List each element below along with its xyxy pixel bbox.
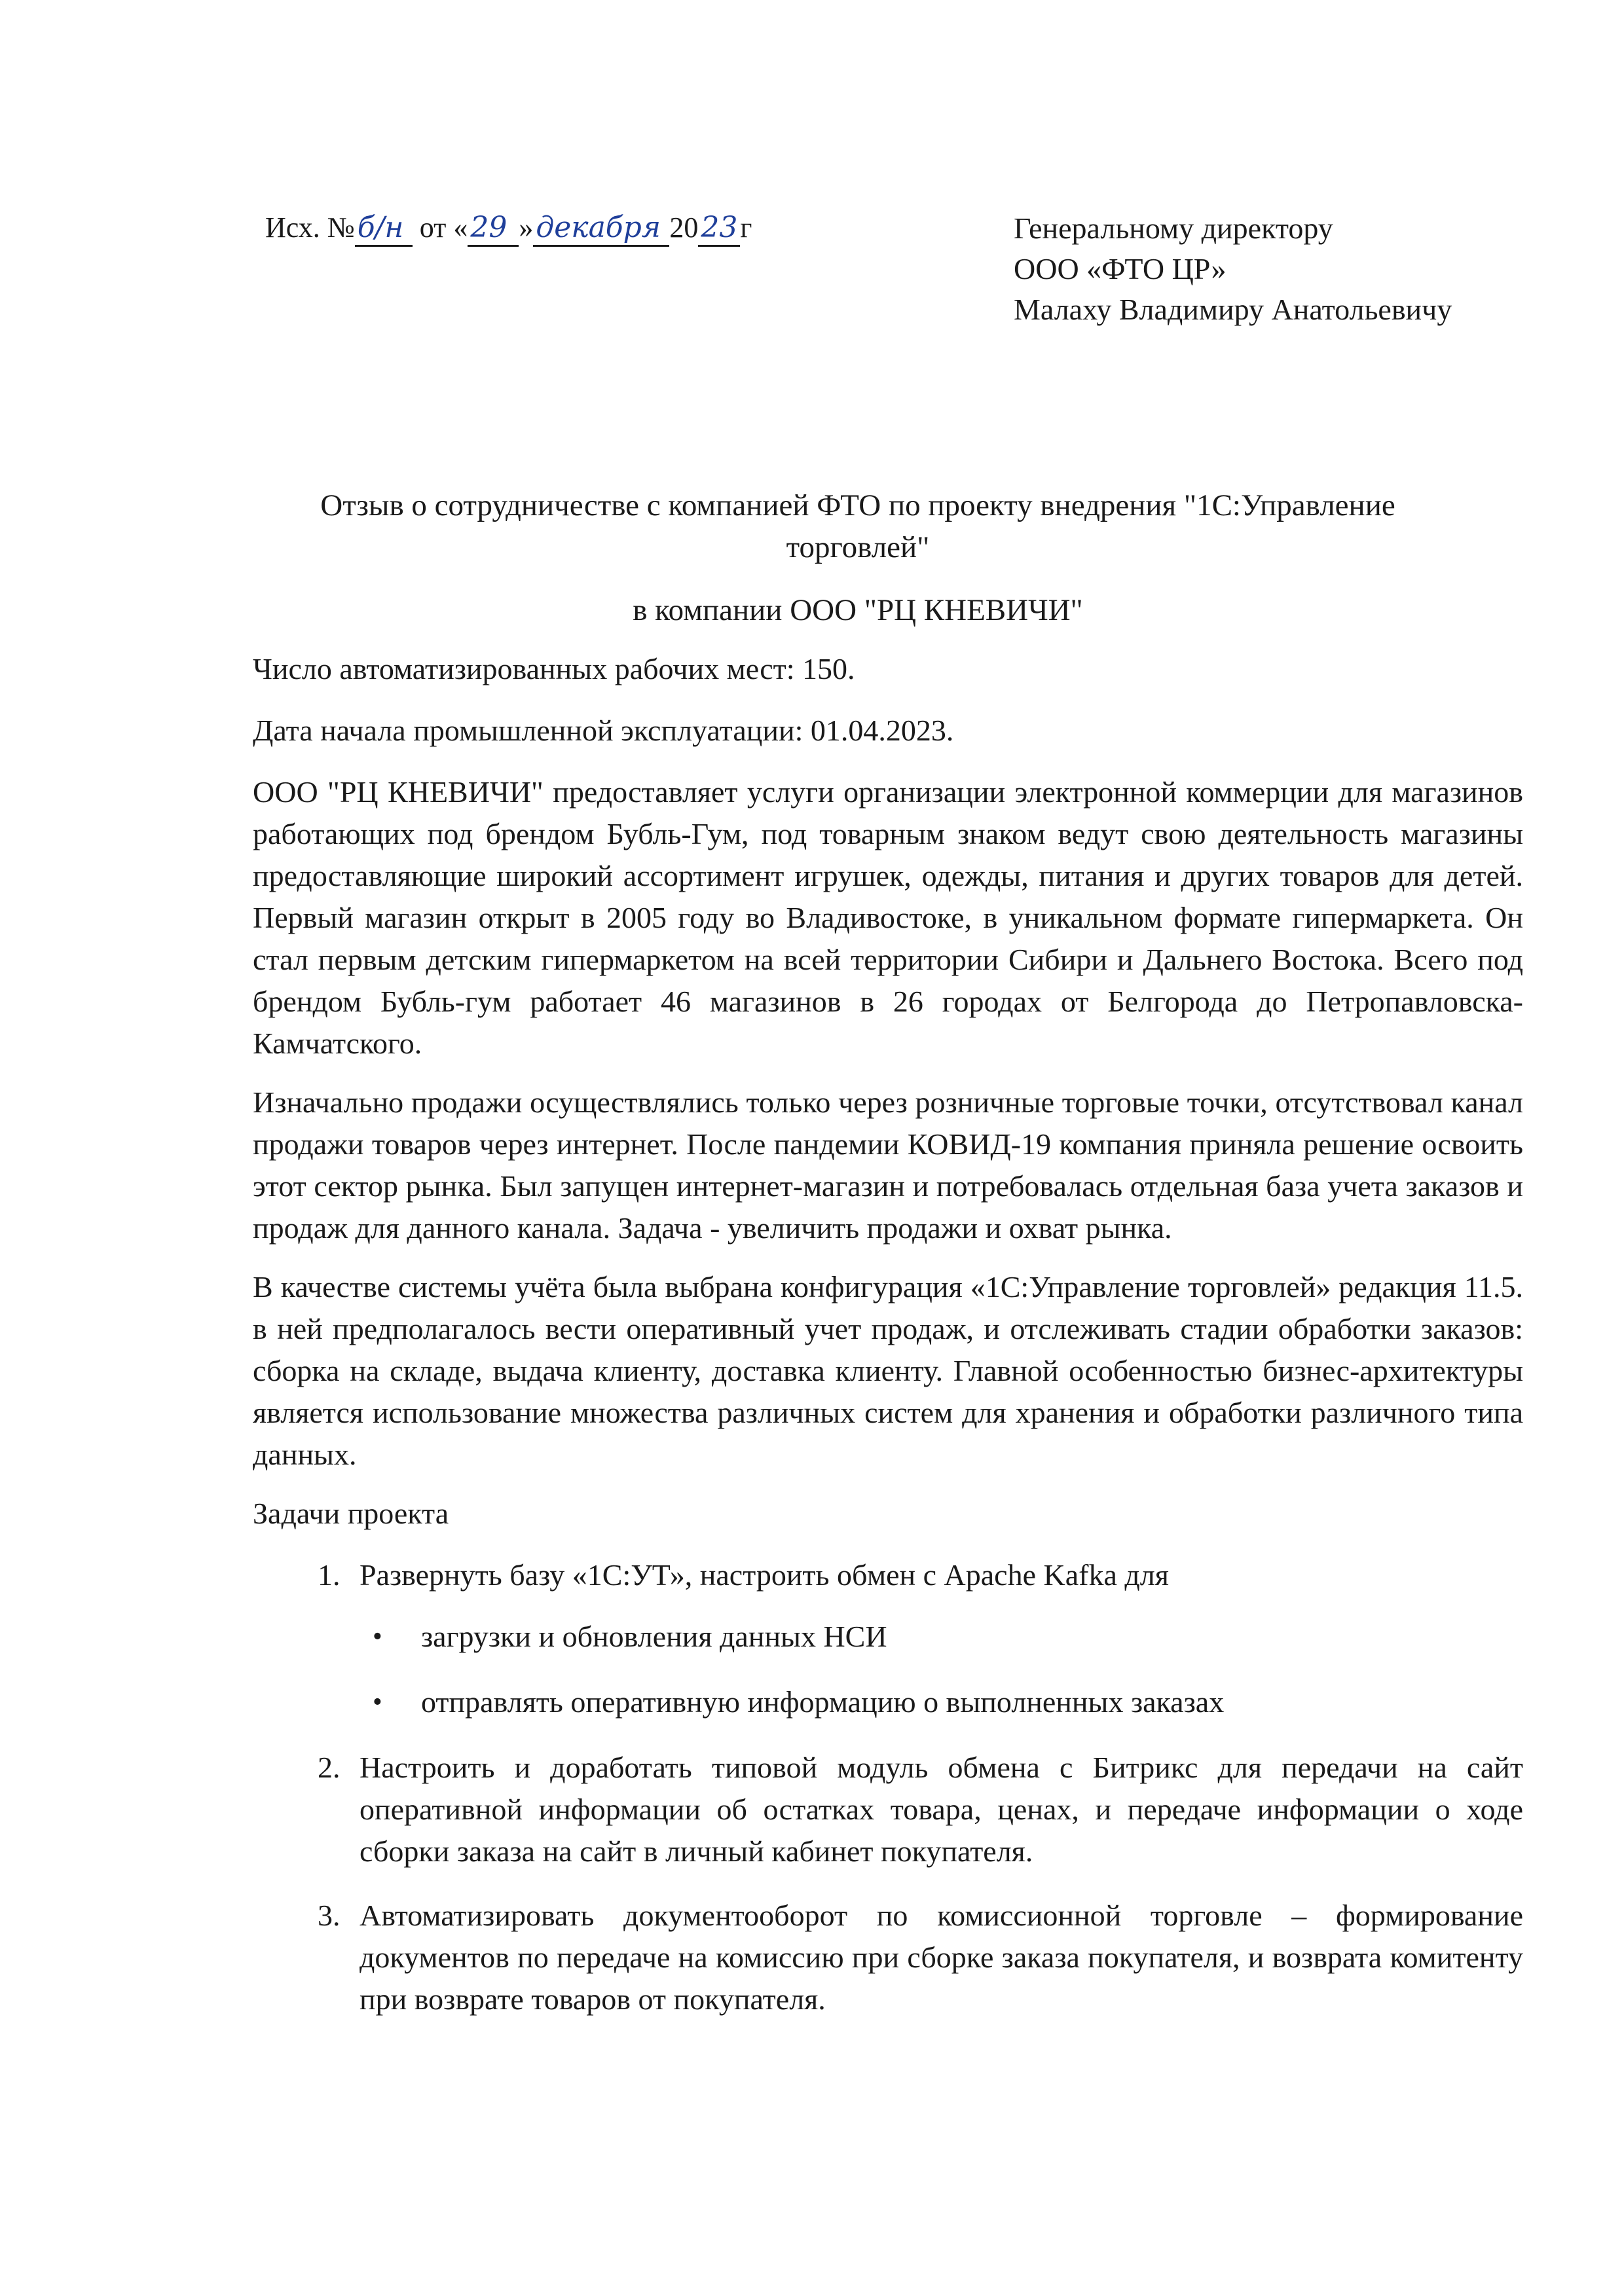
outgoing-year-unit: г <box>740 211 752 244</box>
title-line: Отзыв о сотрудничестве с компанией ФТО по проекту внедрения "1С:Управление <box>320 488 1395 522</box>
task-subitem: • отправлять оперативную информацию о выполненных заказах <box>399 1681 1523 1723</box>
task-item <box>348 1747 1523 1872</box>
outgoing-prefix: Исх. № <box>265 211 355 244</box>
addressee-line: Генеральному директору <box>1014 211 1333 245</box>
document-subtitle: в компании ООО "РЦ КНЕВИЧИ" <box>633 593 1083 627</box>
outgoing-reference <box>265 208 752 247</box>
addressee-block <box>1014 208 1603 330</box>
start-date-fact: Дата начала промышленной эксплуатации: 01.04.2023. <box>253 714 954 747</box>
tasks-list <box>253 1554 1523 2020</box>
paragraph: ООО "РЦ КНЕВИЧИ" предоставляет услуги организации электронной коммерции для магазинов работающих под брендом Бубль-Гум, под товарным знаком ведут свою деятельность магазины предоставляющие широкий ассортимент игрушек, одежды, питания и других товаров для детей. Первый магазин открыт в 2005 году во Владивостоке, в уникальном формате гипермаркета. Он стал первым детским гипермаркетом на всей территории Сибири и Дальнего Востока. Всего под брендом Бубль-гум работает 46 магазинов в 26 городах от Белгорода до Петропавловска-Камчатского. <box>253 775 1523 1060</box>
task-subitem: • загрузки и обновления данных НСИ <box>399 1616 1523 1658</box>
paragraph: В качестве системы учёта была выбрана конфигурация «1С:Управление торговлей» редакция 11.5. в ней предполагалось вести оперативный учет продаж, и отслеживать стадии обработки заказов: сборка на складе, выдача клиенту, доставка клиенту. Главной особенностью бизнес-архитектуры является использование множества различных систем для хранения и обработки различного типа данных. <box>253 1270 1523 1471</box>
task-text: Автоматизировать документооборот по комиссионной торговле – формирование документов по передаче на комиссию при сборке заказа покупателя, и возврата комитенту при возврате товаров от покупателя. <box>360 1899 1523 2016</box>
addressee-line: ООО «ФТО ЦР» <box>1014 252 1227 285</box>
outgoing-quote-close: » <box>519 211 534 244</box>
task-sublist <box>360 1616 1523 1723</box>
task-text: Развернуть базу «1С:УТ», настроить обмен с Apache Kafka для <box>360 1558 1169 1592</box>
title-line: торговлей" <box>786 530 930 564</box>
letter-body <box>253 648 1523 2043</box>
task-text: Настроить и доработать типовой модуль обмена с Битрикс для передачи на сайт оперативной информации об остатках товара, ценах, и передаче информации о ходе сборки заказа на сайт в личный кабинет покупателя. <box>360 1751 1523 1868</box>
outgoing-day: 29 <box>468 211 519 247</box>
outgoing-month: декабря <box>533 211 669 247</box>
outgoing-from: от « <box>419 211 468 244</box>
workplaces-fact: Число автоматизированных рабочих мест: 150. <box>253 652 855 685</box>
tasks-heading: Задачи проекта <box>253 1497 449 1530</box>
outgoing-year-suffix: 23 <box>698 211 740 247</box>
outgoing-year-prefix: 20 <box>669 211 699 244</box>
addressee-line: Малаху Владимиру Анатольевичу <box>1014 293 1452 326</box>
paragraph: Изначально продажи осуществлялись только через розничные торговые точки, отсутствовал канал продажи товаров через интернет. После пандемии КОВИД-19 компания приняла решение освоить этот сектор рынка. Был запущен интернет-магазин и потребовалась отдельная база учета заказов и продаж для данного канала. Задача - увеличить продажи и охват рынка. <box>253 1085 1523 1245</box>
outgoing-number: б/н <box>355 211 413 247</box>
task-item <box>348 1895 1523 2020</box>
task-item <box>348 1554 1523 1723</box>
document-title <box>216 484 1500 568</box>
